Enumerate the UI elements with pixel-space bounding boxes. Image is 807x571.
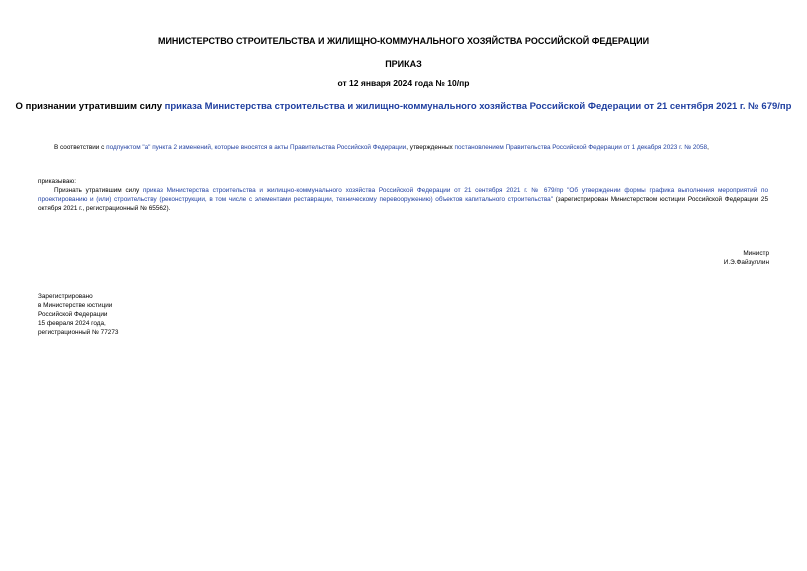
order-text-2: (зарегистрирован Министерством юстиции Российской Федерации 25 октября 2021 г., регистрационный № 65562). (38, 196, 768, 212)
subparagraph-link[interactable]: подпунктом "а" пункта 2 изменений, которые вносятся в акты Правительства Российской Федерации (106, 144, 407, 151)
document-date-number: от 12 января 2024 года № 10/пр (337, 78, 470, 88)
document-subject (0, 101, 807, 112)
registration-line-1: Зарегистрировано (38, 293, 93, 300)
order-text-1: Признать утратившим силу (54, 187, 143, 194)
basis-text-2: , утвержденных (406, 144, 455, 151)
basis-text-3: , (707, 144, 709, 151)
signatory-position: Министр (743, 250, 769, 257)
registration-line-3: Российской Федерации (38, 311, 108, 318)
registration-line-2: в Министерстве юстиции (38, 302, 113, 309)
ministry-heading: МИНИСТЕРСТВО СТРОИТЕЛЬСТВА И ЖИЛИЩНО-КОММУНАЛЬНОГО ХОЗЯЙСТВА РОССИЙСКОЙ ФЕДЕРАЦИИ (157, 36, 650, 46)
document-type: ПРИКАЗ (385, 59, 422, 69)
subject-prefix: О признании утратившим силу (15, 101, 165, 112)
signatory-name: И.Э.Файзуллин (723, 259, 769, 266)
signature-block (724, 249, 769, 267)
resolution-link[interactable]: постановлением Правительства Российской Федерации от 1 декабря 2023 г. № 2058 (454, 144, 708, 151)
subject-order-link[interactable]: приказа Министерства строительства и жилищно-коммунального хозяйства Российской Федерации от 21 сентября 2021 г. № 679/пр (164, 101, 792, 112)
registration-line-5: регистрационный № 77273 (38, 329, 119, 336)
basis-text-1: В соответствии с (54, 144, 107, 151)
order-paragraph (38, 186, 768, 213)
registration-line-4: 15 февраля 2024 года, (38, 320, 106, 327)
order-word: приказываю: (38, 178, 76, 185)
basis-paragraph (38, 143, 768, 152)
revoked-order-link[interactable]: приказ Министерства строительства и жилищно-коммунального хозяйства Российской Федерации от 21 сентября 2021 г. № 679/пр "Об утверждении формы графика выполнения мероприятий по проектированию и (или) строительству (реконструкции, в том числе с элементами реставрации, техническому перевооружению) объектов капитального строительства" (38, 187, 768, 203)
registration-block (38, 292, 118, 337)
